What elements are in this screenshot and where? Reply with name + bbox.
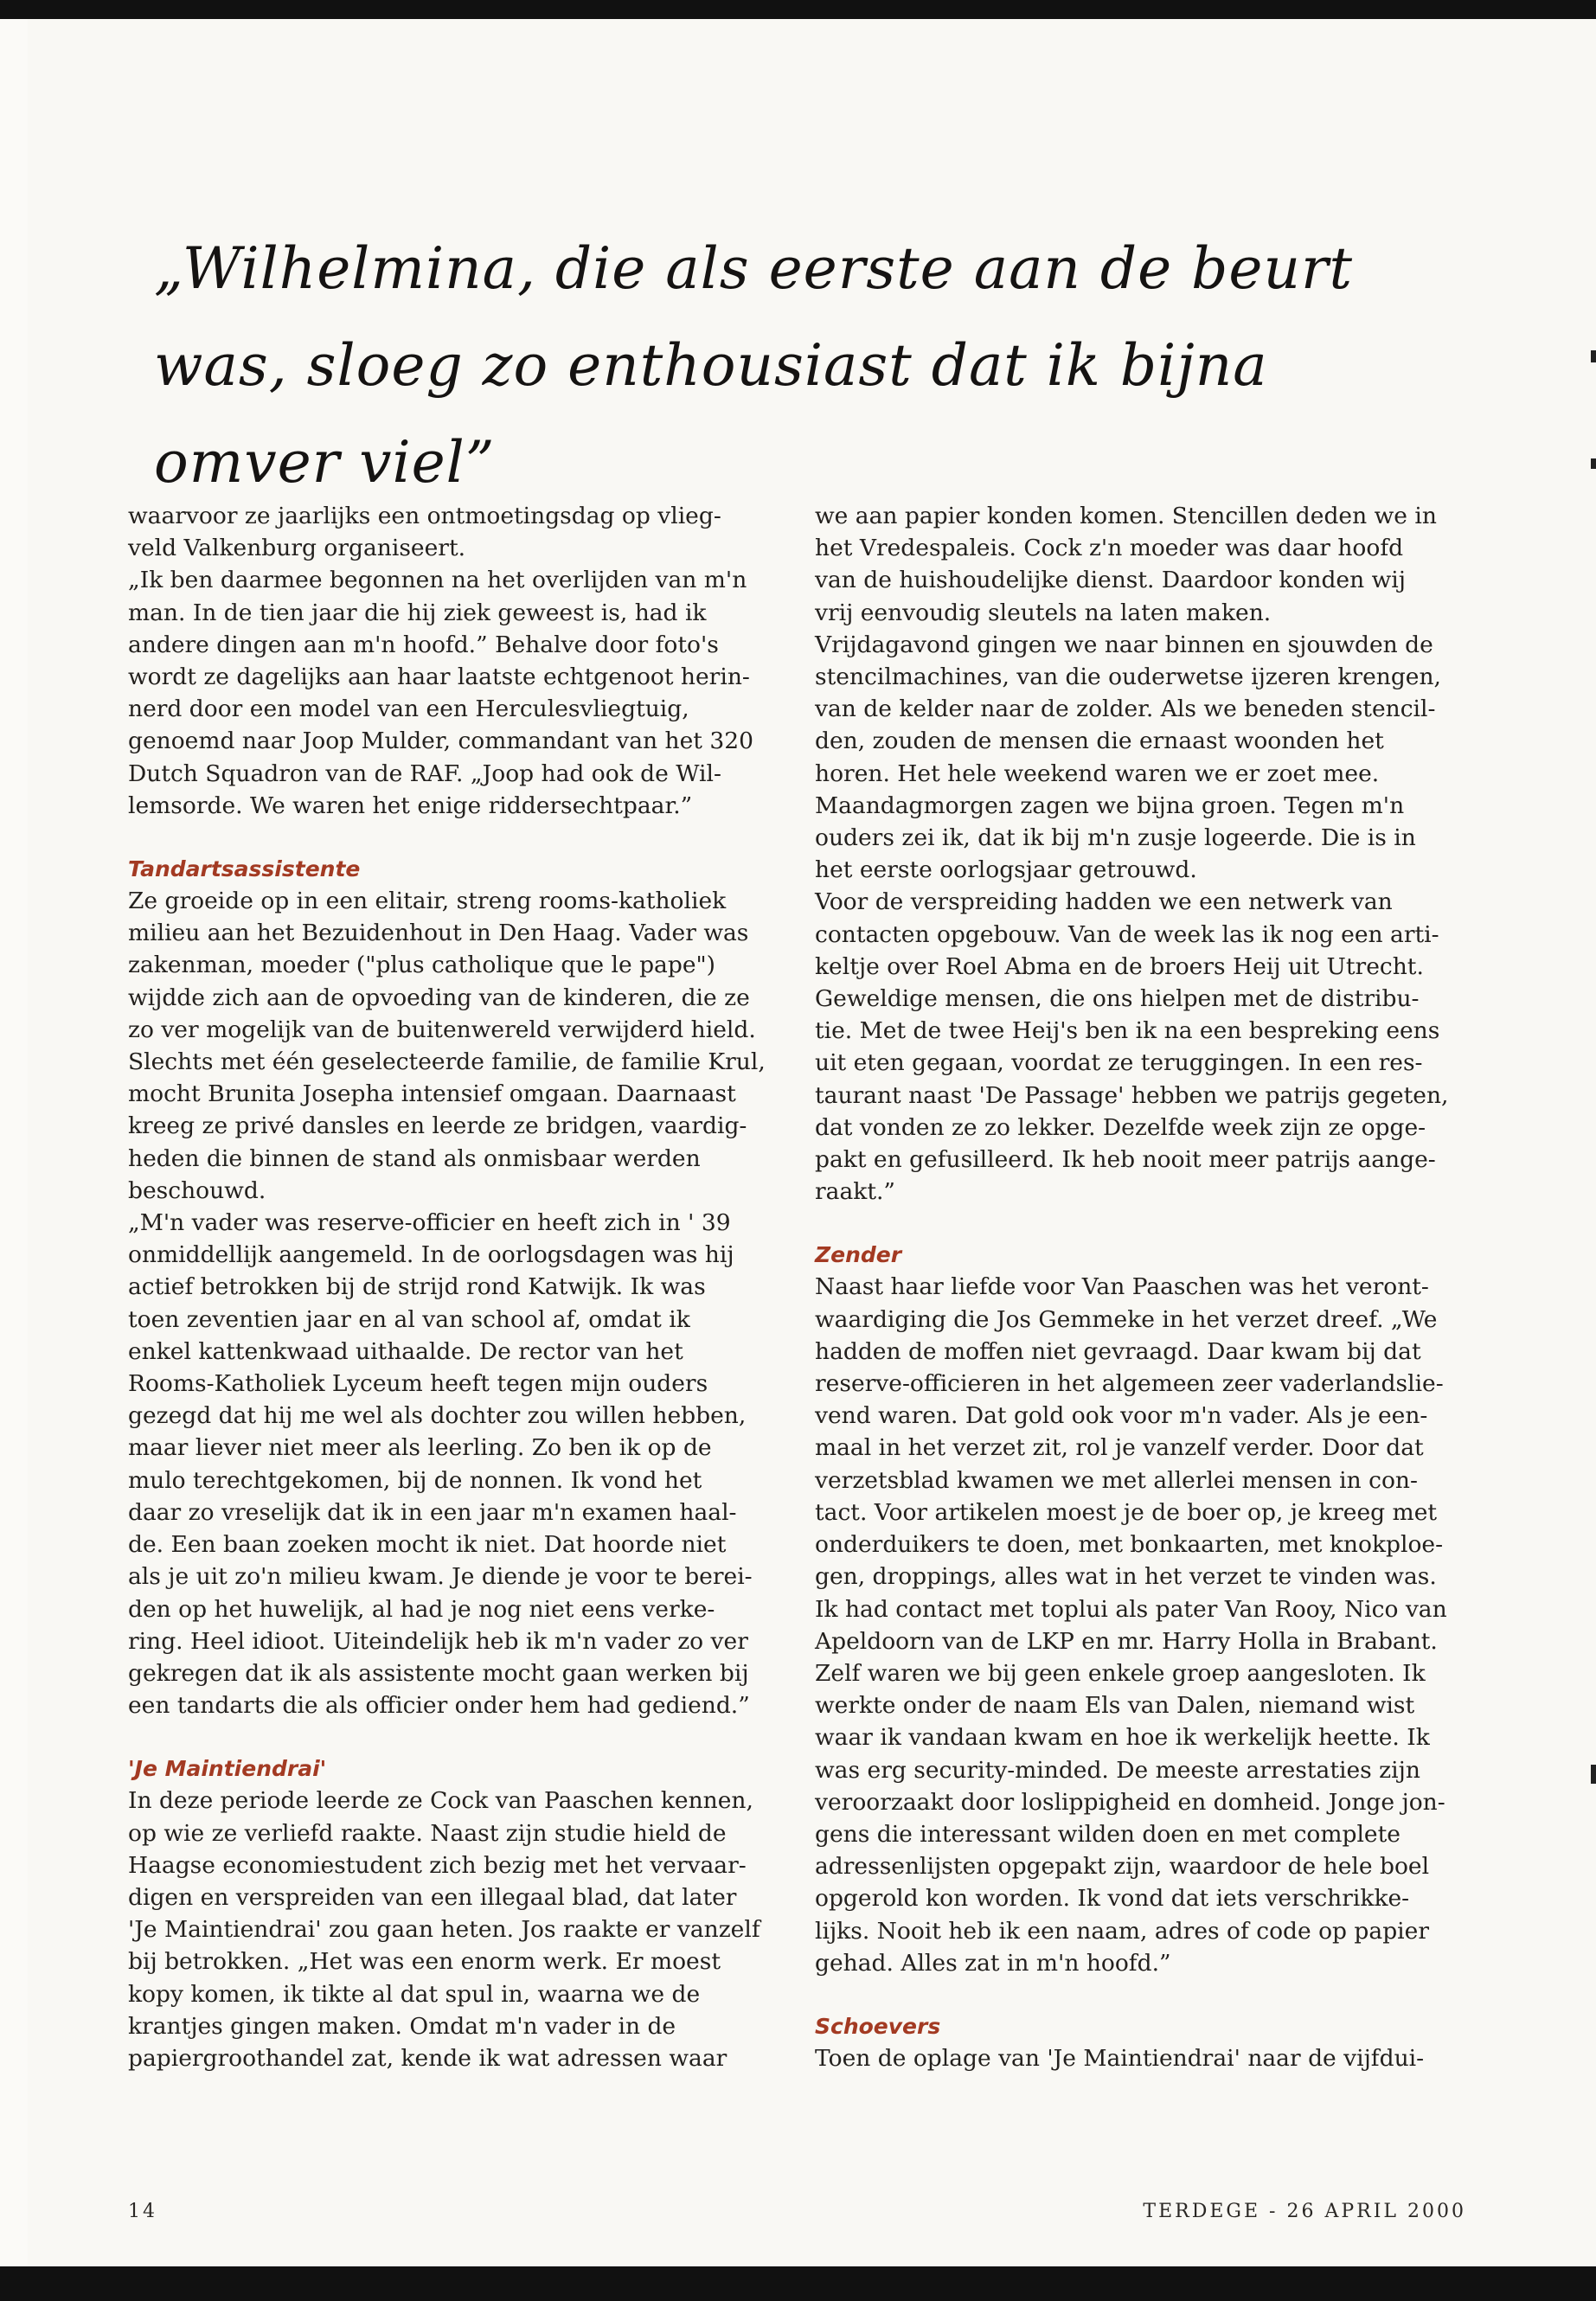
- right-paragraph-1: we aan papier konden komen. Stencillen deden we in het Vredespaleis. Cock z'n moeder was daar hoofd van de huishoudelijke dienst. Daardoor konden wij vrij eenvoudig sleutels na laten maken. Vrijdagavond gingen we naar binnen en sjouwden de stencilmachines, van die ouderwetse ijzeren krengen, van de kelder naar de zolder. Als we beneden stencil- den, zouden de mensen die ernaast woonden het horen. Het hele weekend waren we er zoet mee. Maandagmorgen zagen we bijna groen. Tegen m'n ouders zei ik, dat ik bij m'n zusje logeerde. Die is in het eerste oorlogsjaar getrouwd. Voor de verspreiding hadden we een netwerk van contacten opgebouw. Van de week las ik nog een arti- keltje over Roel Abma en de broers Heij uit Utrecht. Geweldige mensen, die ons hielpen met de distribu- tie. Met de twee Heij's ben ik na een bespreking eens uit eten gegaan, voordat ze teruggingen. In een res- taurant naast 'De Passage' hebben we patrijs gegeten, dat vonden ze zo lekker. Dezelfde week zijn ze opge- pakt en gefusilleerd. Ik heb nooit meer patrijs aange- raakt.”: [815, 503, 1449, 1206]
- section-heading-schoevers: Schoevers: [815, 2013, 941, 2039]
- section-heading-tandartsassistente: Tandartsassistente: [128, 856, 361, 882]
- margin-mark: [1591, 458, 1596, 469]
- publication-footer: TERDEGE - 26 APRIL 2000: [1143, 2201, 1466, 2222]
- right-column: [815, 500, 1458, 2074]
- left-paragraph-2: Ze groeide op in een elitair, streng rooms-katholiek milieu aan het Bezuidenhout in Den Haag. Vader was zakenman, moeder ("plus catholique que le pape") wijdde zich aan de opvoeding van de kinderen, die ze zo ver mogelijk van de buitenwereld verwijderd hield. Slechts met één geselecteerde familie, de familie Krul, mocht Brunita Josepha intensief omgaan. Daarnaast kreeg ze privé dansles en leerde ze bridgen, vaardig- heden die binnen de stand als onmisbaar werden beschouwd. „M'n vader was reserve-officier en heeft zich in ' 39 onmiddellijk aangemeld. In de oorlogsdagen was hij actief betrokken bij de strijd rond Katwijk. Ik was toen zeventien jaar en al van school af, omdat ik enkel kattenkwaad uithaalde. De rector van het Rooms-Katholiek Lyceum heeft tegen mijn ouders gezegd dat hij me wel als dochter zou willen hebben, maar liever niet meer als leerling. Zo ben ik op de mulo terechtgekomen, bij de nonnen. Ik vond het daar zo vreselijk dat ik in een jaar m'n examen haal- de. Een baan zoeken mocht ik niet. Dat hoorde niet als je uit zo'n milieu kwam. Je diende je voor te berei- den op het huwelijk, al had je nog niet eens verke- ring. Heel idioot. Uiteindelijk heb ik m'n vader zo ver gekregen dat ik als assistente mocht gaan werken bij een tandarts die als officier onder hem had gediend.”: [128, 888, 766, 1720]
- left-paragraph-3: In deze periode leerde ze Cock van Paaschen kennen, op wie ze verliefd raakte. Naast zijn studie hield de Haagse economiestudent zich bezig met het vervaar- digen en verspreiden van een illegaal blad, dat later 'Je Maintiendrai' zou gaan heten. Jos raakte er vanzelf bij betrokken. „Het was een enorm werk. Er moest kopy komen, ik tikte al dat spul in, waarna we de krantjes gingen maken. Omdat m'n vader in de papiergroothandel zat, kende ik wat adressen waar: [128, 1787, 760, 2072]
- margin-mark: [1591, 350, 1596, 362]
- left-paragraph-1: waarvoor ze jaarlijks een ontmoetingsdag op vlieg- veld Valkenburg organiseert. „Ik ben daarmee begonnen na het overlijden van m'n man. In de tien jaar die hij ziek geweest is, had ik andere dingen aan m'n hoofd.” Behalve door foto's wordt ze dagelijks aan haar laatste echtgenoot herin- nerd door een model van een Herculesvliegtuig, genoemd naar Joop Mulder, commandant van het 320 Dutch Squadron van de RAF. „Joop had ook de Wil- lemsorde. We waren het enige riddersechtpaar.”: [128, 503, 753, 819]
- pull-quote: „Wilhelmina, die als eerste aan de beurt was, sloeg zo enthousiast dat ik bijna omver viel”: [154, 235, 1354, 496]
- right-paragraph-2: Naast haar liefde voor Van Paaschen was het veront- waardiging die Jos Gemmeke in het verzet dreef. „We hadden de moffen niet gevraagd. Daar kwam bij dat reserve-officieren in het algemeen zeer vaderlandslie- vend waren. Dat gold ook voor m'n vader. Als je een- maal in het verzet zit, rol je vanzelf verder. Door dat verzetsblad kwamen we met allerlei mensen in con- tact. Voor artikelen moest je de boer op, je kreeg met onderduikers te doen, met bonkaarten, met knokploe- gen, droppings, alles wat in het verzet te vinden was. Ik had contact met toplui als pater Van Rooy, Nico van Apeldoorn van de LKP en mr. Harry Holla in Brabant. Zelf waren we bij geen enkele groep aangesloten. Ik werkte onder de naam Els van Dalen, niemand wist waar ik vandaan kwam en hoe ik werkelijk heette. Ik was erg security-minded. De meeste arrestaties zijn veroorzaakt door loslippigheid en domheid. Jonge jon- gens die interessant wilden doen en met complete adressenlijsten opgepakt zijn, waardoor de hele boel opgerold kon worden. Ik vond dat iets verschrikke- lijks. Nooit heb ik een naam, adres of code op papier gehad. Alles zat in m'n hoofd.”: [815, 1273, 1447, 1977]
- section-heading-zender: Zender: [815, 1242, 902, 1268]
- page-number: 14: [128, 2201, 157, 2222]
- margin-mark: [1591, 1765, 1596, 1784]
- bottom-border: [0, 2266, 1596, 2301]
- top-border: [0, 0, 1596, 19]
- section-heading-je-maintiendrai: 'Je Maintiendrai': [128, 1756, 327, 1782]
- left-column: [128, 500, 772, 2074]
- right-paragraph-3: Toen de oplage van 'Je Maintiendrai' naar de vijfdui-: [815, 2044, 1425, 2072]
